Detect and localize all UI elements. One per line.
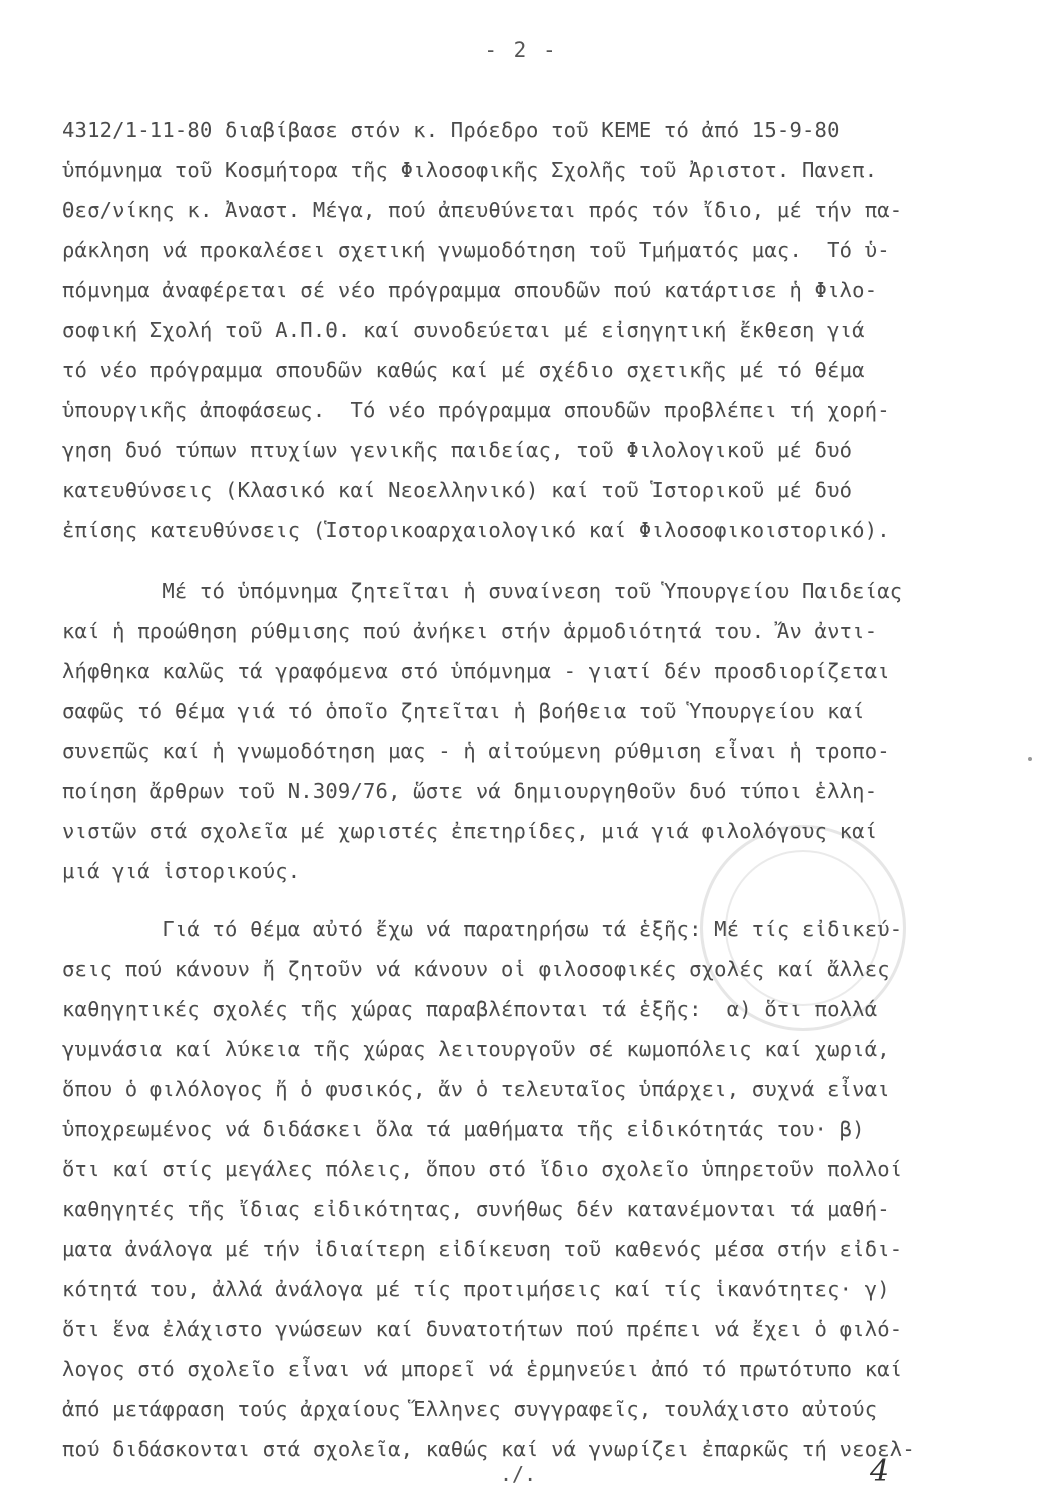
text-line: νιστῶν στά σχολεῖα μέ χωριστές ἐπετηρίδες, μιά γιά φιλολόγους καί: [62, 819, 878, 843]
text-line: ματα ἀνάλογα μέ τήν ἰδιαίτερη εἰδίκευση τοῦ καθενός μέσα στήν εἰδι-: [62, 1237, 903, 1261]
text-line: γηση δυό τύπων πτυχίων γενικῆς παιδείας, τοῦ Φιλολογικοῦ μέ δυό: [62, 438, 853, 462]
text-line: ποίηση ἄρθρων τοῦ Ν.309/76, ὥστε νά δημιουργηθοῦν δυό τύποι ἑλλη-: [62, 779, 878, 803]
text-line: ὑπουργικῆς ἀποφάσεως. Τό νέο πρόγραμμα σπουδῶν προβλέπει τή χορή-: [62, 398, 890, 422]
continuation-mark: ./.: [500, 1462, 537, 1486]
handwritten-page-mark: 4: [870, 1454, 890, 1489]
text-line: καθηγητές τῆς ἴδιας εἰδικότητας, συνήθως δέν κατανέμονται τά μαθή-: [62, 1197, 890, 1221]
text-line: λογος στό σχολεῖο εἶναι νά μπορεῖ νά ἑρμηνεύει ἀπό τό πρωτότυπο καί: [62, 1357, 903, 1381]
margin-dot: [1028, 757, 1032, 761]
text-line: κότητά του, ἀλλά ἀνάλογα μέ τίς προτιμήσεις καί τίς ἱκανότητες· γ): [62, 1277, 890, 1301]
text-line: ἀπό μετάφραση τούς ἀρχαίους Ἕλληνες συγγραφεῖς, τουλάχιστο αὐτούς: [62, 1397, 878, 1421]
text-line: ὅπου ὁ φιλόλογος ἤ ὁ φυσικός, ἄν ὁ τελευταῖος ὑπάρχει, συχνά εἶναι: [62, 1077, 890, 1101]
text-line: σοφική Σχολή τοῦ Α.Π.Θ. καί συνοδεύεται μέ εἰσηγητική ἔκθεση γιά: [62, 318, 865, 342]
text-line: συνεπῶς καί ἡ γνωμοδότηση μας - ἡ αἰτούμενη ρύθμιση εἶναι ἡ τροπο-: [62, 739, 890, 763]
text-line: σαφῶς τό θέμα γιά τό ὁποῖο ζητεῖται ἡ βοήθεια τοῦ Ὑπουργείου καί: [62, 699, 865, 723]
text-line: ἐπίσης κατευθύνσεις (Ἱστορικοαρχαιολογικό καί Φιλοσοφικοιστορικό).: [62, 518, 890, 542]
text-line: ὑπόμνημα τοῦ Κοσμήτορα τῆς Φιλοσοφικῆς Σχολῆς τοῦ Ἀριστοτ. Πανεπ.: [62, 158, 878, 182]
text-line: πόμνημα ἀναφέρεται σέ νέο πρόγραμμα σπουδῶν πού κατάρτισε ἡ Φιλο-: [62, 278, 878, 302]
text-line: γυμνάσια καί λύκεια τῆς χώρας λειτουργοῦν σέ κωμοπόλεις καί χωριά,: [62, 1037, 890, 1061]
text-line: 4312/1-11-80 διαβίβασε στόν κ. Πρόεδρο τοῦ ΚΕΜΕ τό ἀπό 15-9-80: [62, 118, 840, 142]
text-line: ράκληση νά προκαλέσει σχετική γνωμοδότηση τοῦ Τμήματός μας. Τό ὑ-: [62, 238, 890, 262]
page-number: - 2 -: [484, 38, 558, 62]
text-line: Μέ τό ὑπόμνημα ζητεῖται ἡ συναίνεση τοῦ Ὑπουργείου Παιδείας: [62, 579, 903, 603]
text-line: σεις πού κάνουν ἤ ζητοῦν νά κάνουν οἱ φιλοσοφικές σχολές καί ἄλλες: [62, 957, 890, 981]
text-line: καί ἡ προώθηση ρύθμισης πού ἀνήκει στήν ἁρμοδιότητά του. Ἄν ἀντι-: [62, 619, 878, 643]
text-line: μιά γιά ἱστορικούς.: [62, 859, 301, 883]
text-line: Γιά τό θέμα αὐτό ἔχω νά παρατηρήσω τά ἑξῆς: Μέ τίς εἰδικεύ-: [62, 917, 903, 941]
text-line: πού διδάσκονται στά σχολεῖα, καθώς καί νά γνωρίζει ἐπαρκῶς τή νεοελ-: [62, 1437, 915, 1461]
text-line: καθηγητικές σχολές τῆς χώρας παραβλέπονται τά ἑξῆς: α) ὅτι πολλά: [62, 997, 878, 1021]
text-line: τό νέο πρόγραμμα σπουδῶν καθώς καί μέ σχέδιο σχετικῆς μέ τό θέμα: [62, 358, 865, 382]
text-line: ὅτι καί στίς μεγάλες πόλεις, ὅπου στό ἴδιο σχολεῖο ὑπηρετοῦν πολλοί: [62, 1157, 903, 1181]
text-line: Θεσ/νίκης κ. Ἀναστ. Μέγα, πού ἀπευθύνεται πρός τόν ἴδιο, μέ τήν πα-: [62, 198, 903, 222]
text-line: ὑποχρεωμένος νά διδάσκει ὅλα τά μαθήματα τῆς εἰδικότητάς του· β): [62, 1117, 865, 1141]
text-line: κατευθύνσεις (Κλασικό καί Νεοελληνικό) καί τοῦ Ἱστορικοῦ μέ δυό: [62, 478, 853, 502]
text-line: λήφθηκα καλῶς τά γραφόμενα στό ὑπόμνημα - γιατί δέν προσδιορίζεται: [62, 659, 890, 683]
text-line: ὅτι ἕνα ἐλάχιστο γνώσεων καί δυνατοτήτων πού πρέπει νά ἔχει ὁ φιλό-: [62, 1317, 903, 1341]
